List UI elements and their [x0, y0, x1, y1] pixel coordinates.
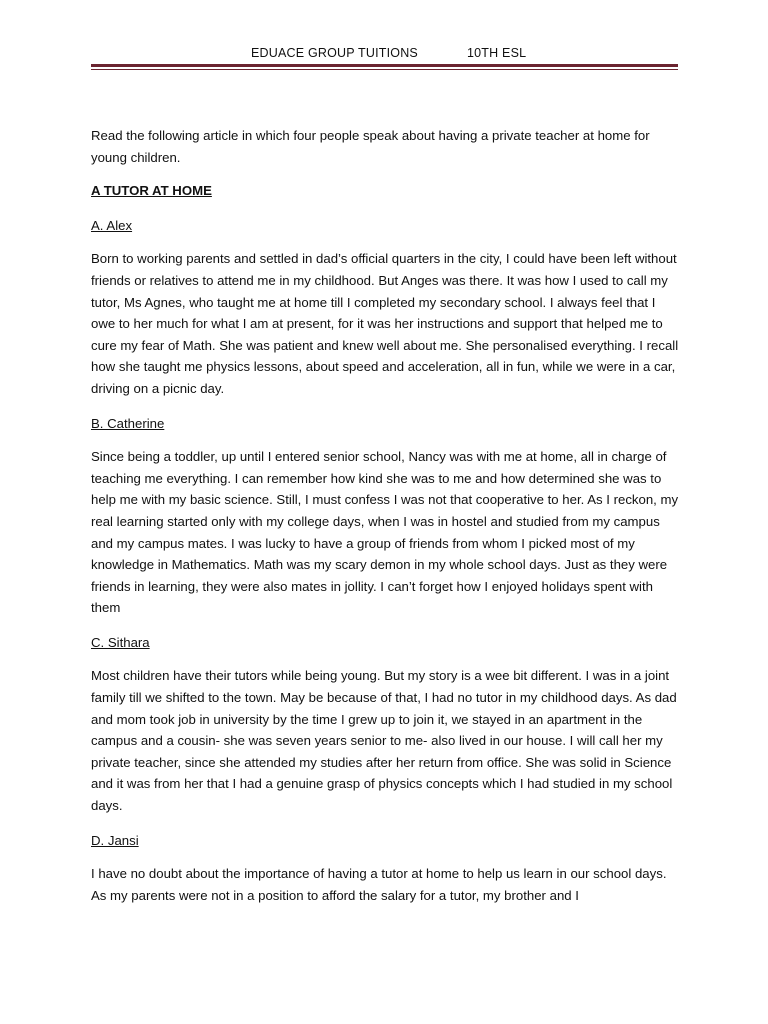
header-rule-thin	[91, 69, 678, 70]
section-text-jansi: I have no doubt about the importance of having a tutor at home to help us learn in our school days. As my parents were not in a position to afford the salary for a tutor, my brother and I	[91, 866, 667, 903]
section-heading-catherine: B. Catherine	[91, 415, 165, 431]
intro-instruction: Read the following article in which four people speak about having a private teacher at home for young children.	[91, 128, 650, 165]
section-text-catherine: Since being a toddler, up until I entered senior school, Nancy was with me at home, all in charge of teaching me everything. I can remember how kind she was to me and how determined she was to help me with my basic science. Still, I must confess I was not that cooperative to her. As I reckon, my real learning started only with my college days, when I was in hostel and studied from my campus and my campus mates. I was lucky to have a group of friends from whom I picked most of my knowledge in Mathematics. Math was my scary demon in my whole school days. Just as they were friends in learning, they were also mates in jollity. I can’t forget how I enjoyed holidays spent with them	[91, 449, 679, 616]
header-class: 10TH ESL	[467, 46, 527, 60]
section-text-alex: Born to working parents and settled in dad’s official quarters in the city, I could have been left without friends or relatives to attend me in my childhood. But Anges was there. It was how I used to call my tutor, Ms Agnes, who taught me at home till I completed my secondary school. I always feel that I owe to her much for what I am at present, for it was her instructions and support that helped me to cure my fear of Math. She was patient and knew well about me. She personalised everything. I recall how she taught me physics lessons, about speed and acceleration, all in fun, while we were in a car, driving on a picnic day.	[91, 251, 679, 396]
section-text-sithara: Most children have their tutors while being young. But my story is a wee bit different. I was in a joint family till we shifted to the town. May be because of that, I had no tutor in my childhood days. As dad and mom took job in university by the time I grew up to join it, we stayed in an apartment in the campus and a cousin- she was seven years senior to me- also lived in our house. I will call her my private teacher, since she attended my studies after her return from office. She was solid in Science and it was from her that I had a genuine grasp of physics concepts which I had studied in my school days.	[91, 668, 677, 814]
article-body	[91, 125, 681, 919]
article-title: A TUTOR AT HOME	[91, 183, 212, 199]
section-heading-alex: A. Alex	[91, 217, 133, 233]
section-heading-sithara: C. Sithara	[91, 634, 150, 650]
header-rule-thick	[91, 64, 678, 67]
header-institution: EDUACE GROUP TUITIONS	[251, 46, 418, 60]
section-heading-jansi: D. Jansi	[91, 832, 139, 848]
